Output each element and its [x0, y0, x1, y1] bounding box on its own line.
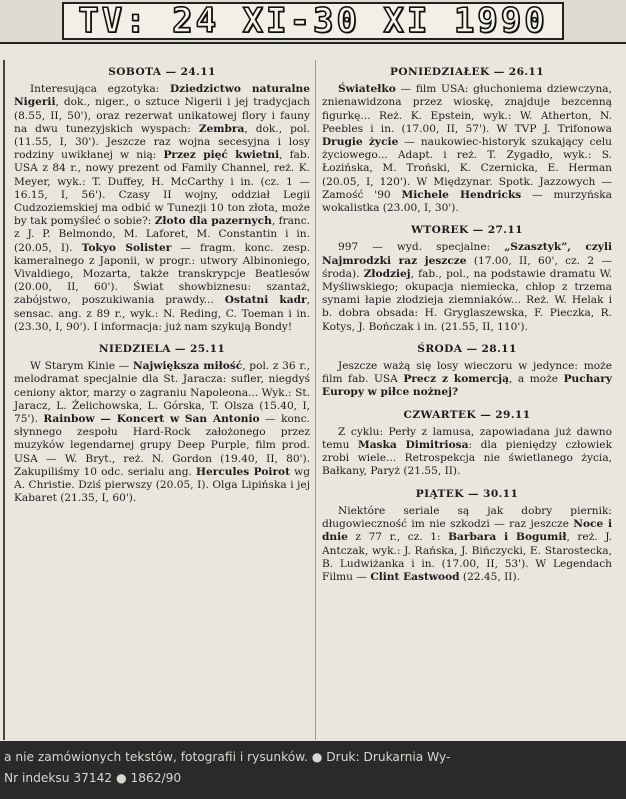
imprint-line-1: a nie zamówionych tekstów, fotografii i rysunków. ● Druk: Drukarnia Wy- [4, 750, 451, 764]
masthead-frame [62, 2, 563, 40]
programme-title: Barbara i Bogumił [448, 531, 567, 544]
programme-title: Michele Hendricks [401, 188, 522, 201]
programme-title: Clint Eastwood [370, 570, 460, 583]
programme-title: Ostatni kadr [224, 294, 307, 307]
day-heading: SOBOTA — 24.11 [108, 66, 216, 78]
listing-text: , sensac. ang. z 89 r., wyk.: N. Reding, C. Toeman i in. (23.30, I, 90'). I informacja: już nam szykują Bondy! [14, 294, 310, 333]
listing-paragraph [322, 360, 612, 400]
imprint-line-2: Nr indeksu 37142 ● 1862/90 [4, 771, 182, 785]
listing-text: , dok., niger., o sztuce Nigerii i jej tradycjach (8.55, II, 50'), oraz rezerwat unikatowej flory i fauny na dwu tunezyjskich wyspach: [14, 96, 310, 135]
programme-title: Złoto dla pazernych [154, 215, 272, 228]
programme-title: Zembra [198, 122, 245, 135]
programme-title: Drugie życie [322, 136, 399, 149]
listing-text: , a może [508, 373, 564, 386]
programme-title: Noce i dnie [322, 518, 612, 544]
listing-text: Niektóre seriale są jak dobry piernik: długowieczność im nie szkodzi — raz jeszcze [322, 504, 612, 531]
programme-title: „Szasztyk”, czyli Najmrodzki raz jeszcze [322, 241, 612, 267]
listing-text: — naukowiec-historyk szukający celu życiowego... Adapt. i reż. T. Zygadło, wyk.: S. Łozińska, M. Troński, K. Czernicka, E. Herman (20.05, I, 120'). W Międzynar. Spotk. Jazzowych — Zamość '90 [322, 136, 612, 201]
programme-title: Rainbow — Koncert w San Antonio [43, 413, 260, 426]
listing-text: — murzyńska wokalistka (23.00, I, 30'). [322, 188, 612, 215]
listing-paragraph [14, 83, 310, 334]
left-edge-rule [3, 60, 5, 740]
listing-text: — film USA: głuchoniema dziewczyna, znienawidzona przez wioskę, znajduje bezcenną figurkę... Reż. K. Epstein, wyk.: W. Atherton, N. Peebles i in. (17.00, II, 57'). W TVP J. Trifonowa [322, 83, 612, 135]
day-heading: PONIEDZIAŁEK — 26.11 [390, 66, 544, 78]
listing-paragraph [322, 241, 612, 333]
listing-text: Interesująca egzotyka: [30, 83, 170, 96]
listing-text: : dla pieniędzy człowiek zrobi wiele... Retrospekcja nie świetlanego życia, Bałkany, Paryż (21.55, II). [322, 439, 612, 478]
listing-paragraph [14, 360, 310, 505]
day-heading: PIĄTEK — 30.11 [415, 487, 519, 500]
listing-paragraph [322, 505, 612, 584]
right-column [322, 66, 612, 584]
programme-title: Maska Dimitriosa [357, 439, 469, 452]
masthead-title: TV: 24 XI-30 XI 1990 [78, 1, 548, 41]
listing-text: W Starym Kinie — [30, 360, 133, 373]
listing-text: , fab. USA z 84 r., nowy prezent od Family Channel, reż. K. Meyer, wyk.: T. Duffey, H. McCarthy i in. (cz. 1 — 16.15, I, 56'). Czasy II wojny, oddział Legii Cudzoziemskiej ma odbić w Tunezji 10 ton złota, może by tak pomyśleć o sobie?: [14, 149, 310, 228]
day-heading: CZWARTEK — 29.11 [403, 408, 531, 421]
programme-title: Przez pięć kwietni [163, 149, 280, 162]
day-heading: WTOREK — 27.11 [411, 224, 523, 237]
listing-text: Jeszcze ważą się losy wieczoru w jedynce: może film fab. USA [322, 360, 612, 386]
listing-text: wg A. Christie. Dziś pierwszy (20.05, I). Olga Lipińska i jej Kabaret (21.35, I, 60'). [14, 465, 310, 505]
programme-title: Największa miłość [132, 360, 243, 373]
day-heading: NIEDZIELA — 25.11 [98, 343, 226, 356]
listing-text: , dok., pol. (11.55, I, 30'). Jeszcze raz wojna secesyjna i losy rodziny uwikłanej w nią: [14, 122, 310, 162]
listing-text: — konc. słynnego zespołu Hard-Rock założonego przez muzyków legendarnej grupy Deep Purple, film prod. USA — W. Bryt., reż. N. Gordon (19.40, II, 80'). Zakupiliśmy 10 odc. serialu ang. [14, 413, 311, 478]
listing-text: Z cyklu: Perły z lamusa, zapowiadana już dawno temu [322, 425, 612, 452]
listing-paragraph [322, 83, 612, 215]
listing-text: , pol. z 36 r., melodramat specjalnie dla St. Jaracza: sufler, niegdyś ceniony aktor, marzy o zagraniu Napoleona... Wyk.: St. Jaracz, L. Żelichowska, L. Górska, T. Olsza (15.40, I, 75'). [14, 360, 310, 426]
listing-text: , franc. z J. P. Belmondo, M. Laforet, M. Constantin i in. (20.05, I). [14, 215, 311, 254]
masthead [0, 0, 626, 44]
programme-title: Puchary Europy w piłce nożnej? [322, 373, 613, 399]
programme-title: Światełko [338, 83, 396, 96]
programme-title: Złodziej [363, 267, 411, 280]
listing-text: , reż. J. Antczak, wyk.: J. Rańska, J. Bińczycki, E. Starostecka, B. Ludwiżanka i in. (17.00, II, 53'). W Legendach Filmu — [322, 531, 612, 583]
listing-text: (17.00, II, 60', cz. 2 — środa). [322, 254, 612, 280]
left-column [14, 66, 310, 506]
listing-text: , fab., pol., na podstawie dramatu W. Myśliwskiego; okupacja niemiecka, chłop z trzema synami łapie złodzieja ziemniaków... Reż. W. Helak i b. dobra obsada: H. Gryglaszewska, F. Pieczka, R. Kotys, J. Bończak i in. (21.55, II, 110'). [322, 267, 612, 333]
listing-text: — fragm. konc. zesp. kameralnego z Japonii, w progr.: utwory Albinoniego, Vivaldiego, Mozarta, także transkrypcje Beatlesów (20.00, II, 60'). Świat showbiznesu: szantaż, zabójstwo, poszukiwania prawdy... [14, 241, 311, 307]
programme-title: Hercules Poirot [196, 465, 290, 478]
listing-paragraph [322, 426, 612, 479]
day-heading: ŚRODA — 28.11 [417, 342, 517, 355]
column-divider [315, 60, 316, 740]
listing-text: 997 — wyd. specjalne: [338, 241, 505, 254]
listing-text: (22.45, II). [459, 570, 520, 583]
programme-title: Dziedzictwo naturalne Nigerii [14, 83, 310, 109]
programme-title: Precz z komercją [403, 373, 509, 386]
listing-text: z 77 r., cz. 1: [347, 531, 449, 544]
imprint-footer [0, 741, 626, 799]
programme-title: Tokyo Solister [81, 241, 172, 254]
